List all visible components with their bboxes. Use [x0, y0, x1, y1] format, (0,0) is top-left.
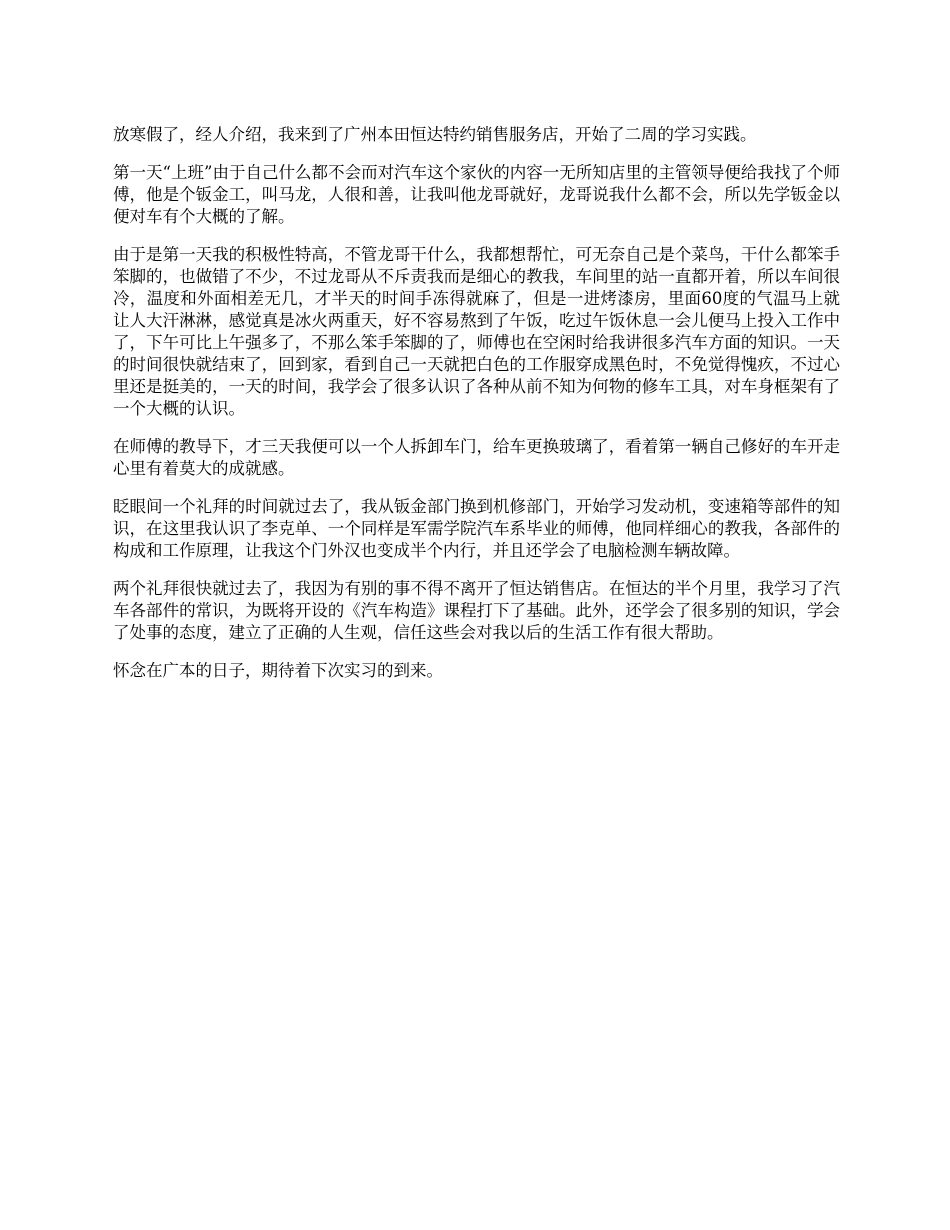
paragraph-first-day-details: 由于是第一天我的积极性特高，不管龙哥干什么，我都想帮忙，可无奈自己是个菜鸟，干什么都笨手笨脚的，也做错了不少，不过龙哥从不斥责我而是细心的教我，车间里的站一直都开着，所以车间很冷，温度和外面相差无几，才半天的时间手冻得就麻了，但是一进烤漆房，里面60度的气温马上就让人大汗淋淋，感觉真是冰火两重天，好不容易熬到了午饭，吃过午饭休息一会儿便马上投入工作中了，下午可比上午强多了，不那么笨手笨脚的了，师傅也在空闲时给我讲很多汽车方面的知识。一天的时间很快就结束了，回到家，看到自己一天就把白色的工作服穿成黑色时，不免觉得愧疚，不过心里还是挺美的，一天的时间，我学会了很多认识了各种从前不知为何物的修车工具，对车身框架有了一个大概的认识。 [113, 245, 840, 418]
paragraph-summary: 两个礼拜很快就过去了，我因为有别的事不得不离开了恒达销售店。在恒达的半个月里，我学习了汽车各部件的常识，为既将开设的《汽车构造》课程打下了基础。此外，还学会了很多别的知识，学会了处事的态度，建立了正确的人生观，信任这些会对我以后的生活工作有很大帮助。 [113, 579, 840, 642]
paragraph-intro: 放寒假了，经人介绍，我来到了广州本田恒达特约销售服务店，开始了二周的学习实践。 [113, 125, 757, 144]
paragraph-machine-shop: 眨眼间一个礼拜的时间就过去了，我从钣金部门换到机修部门，开始学习发动机，变速箱等部件的知识，在这里我认识了李克单、一个同样是军需学院汽车系毕业的师傅，他同样细心的教我，各部件的构成和工作原理，让我这个门外汉也变成半个内行，并且还学会了电脑检测车辆故障。 [113, 497, 840, 560]
paragraph-three-days: 在师傅的教导下，才三天我便可以一个人拆卸车门，给车更换玻璃了，看着第一辆自己修好的车开走心里有着莫大的成就感。 [113, 437, 840, 478]
paragraph-first-day: 第一天“上班”由于自己什么都不会而对汽车这个家伙的内容一无所知店里的主管领导便给我找了个师傅，他是个钣金工，叫马龙，人很和善，让我叫他龙哥就好，龙哥说我什么都不会，所以先学钣金以便对车有个大概的了解。 [113, 163, 840, 226]
paragraph-closing: 怀念在广本的日子，期待着下次实习的到来。 [113, 661, 443, 680]
